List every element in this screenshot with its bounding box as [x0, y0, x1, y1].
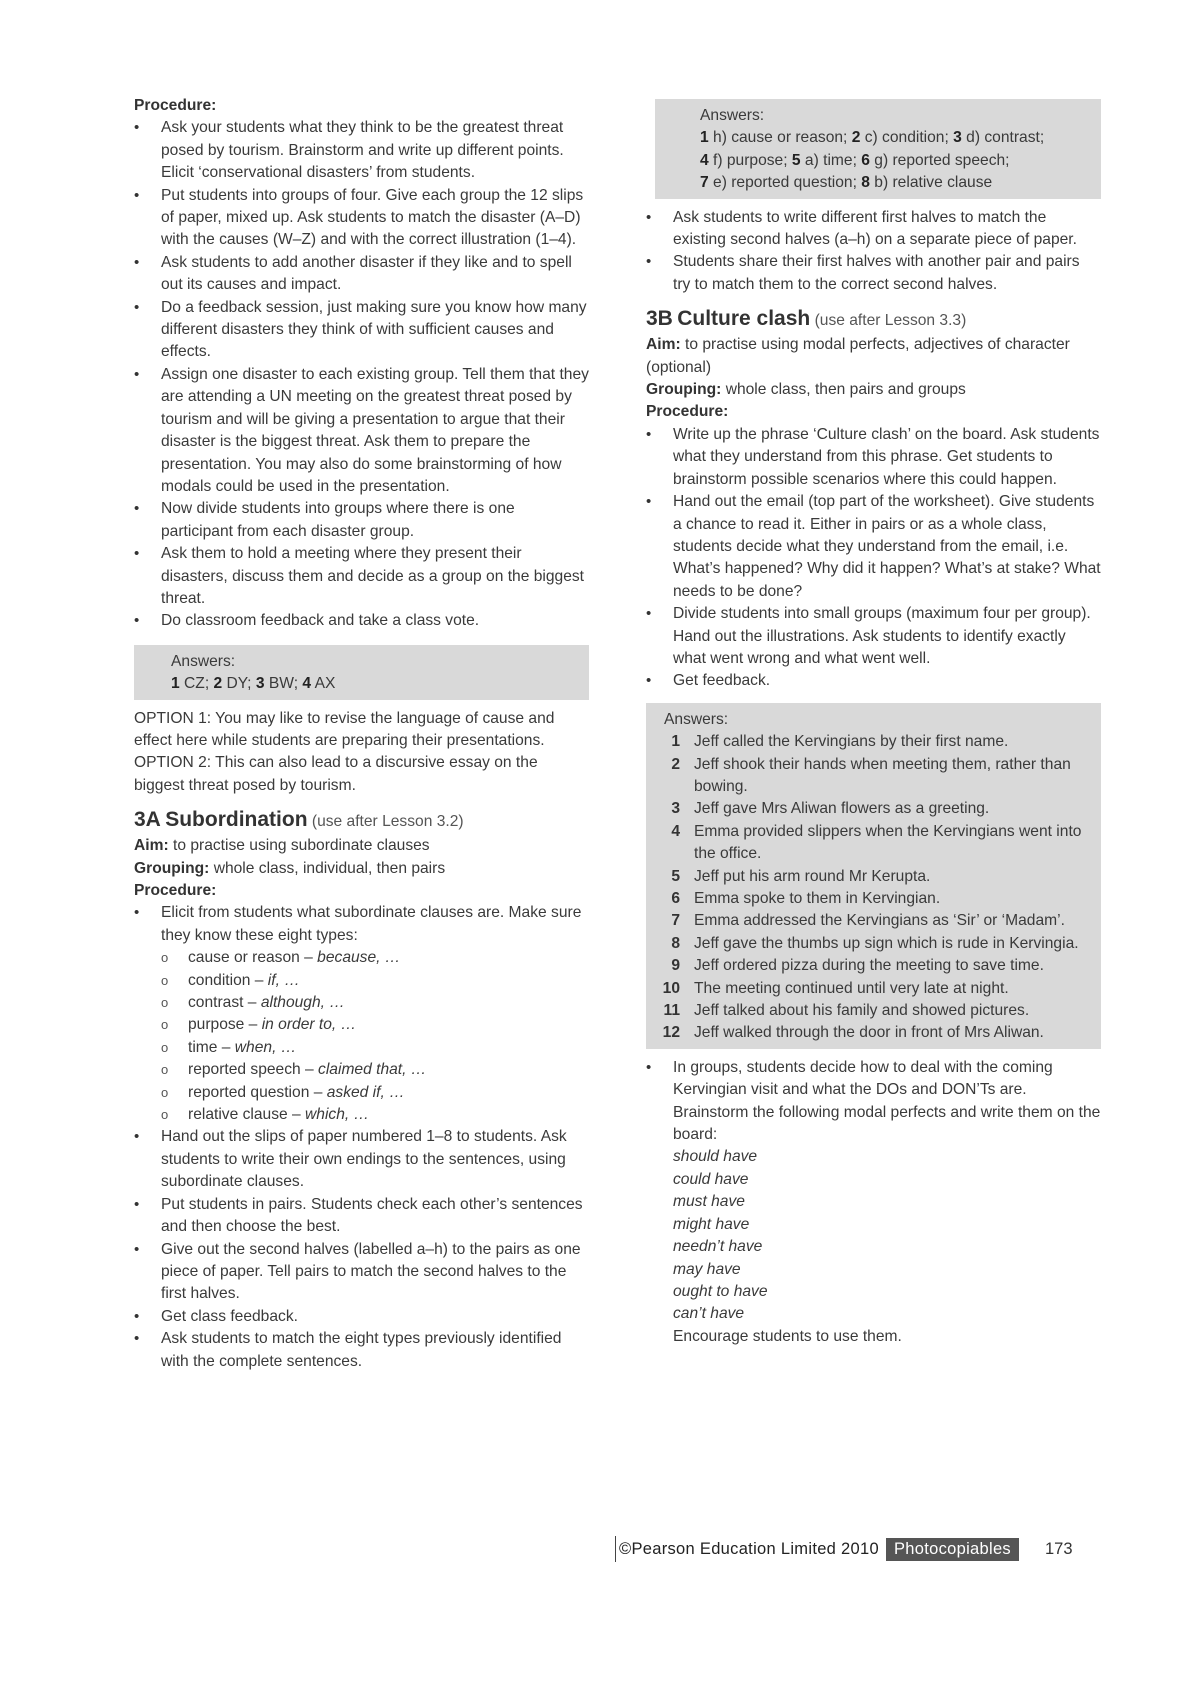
clause-example: because, … — [317, 949, 401, 967]
answer-text: Jeff talked about his family and showed pictures. — [694, 1002, 1030, 1020]
list-item: • Divide students into small groups (maximum four per group). Hand out the illustrations. Ask students to identify exactly what went wrong and what went well. — [646, 603, 1101, 670]
list-item-text: In groups, students decide how to deal with the coming Kervingian visit and what the DOs and DON’Ts are. Brainstorm the following modal perfects and write them on the board: — [673, 1058, 1101, 1144]
answer-number: 10 — [662, 979, 680, 997]
list-item: • Get feedback. — [646, 670, 1101, 692]
list-item: • Ask students to match the eight types previously identified with the complete sentences. — [134, 1328, 589, 1373]
answer-number: 3 — [953, 129, 962, 147]
aim-label: Aim: — [646, 336, 681, 354]
answer-text: Emma provided slippers when the Kervingians went into the office. — [694, 822, 1082, 863]
answer-item — [654, 821, 1091, 866]
answer-number: 4 — [302, 675, 312, 693]
answer-text: CZ; — [184, 675, 210, 693]
procedure-list — [134, 902, 589, 1373]
answer-text: Emma addressed the Kervingians as ‘Sir’ or ‘Madam’. — [694, 912, 1065, 930]
page-footer — [615, 1536, 1073, 1562]
answer-item — [654, 933, 1091, 955]
procedure-list — [134, 117, 589, 632]
list-item: • Write up the phrase ‘Culture clash’ on the board. Ask students what they understand from this phrase. Get students to brainstorm possible scenarios where this could happen. — [646, 424, 1101, 491]
answer-text: Jeff ordered pizza during the meeting to save time. — [694, 957, 1044, 975]
clause-name: reported speech – — [188, 1061, 319, 1079]
list-item — [134, 902, 589, 1126]
answer-number: 5 — [791, 151, 801, 169]
modal-item: can’t have — [673, 1305, 745, 1323]
modal-perfects-list — [646, 1146, 1101, 1325]
answer-number: 7 — [700, 174, 709, 192]
section-3b-heading — [646, 306, 1101, 334]
answer-text: Emma spoke to them in Kervingian. — [694, 890, 941, 907]
answer-text: Jeff shook their hands when meeting them, rather than bowing. — [694, 755, 1071, 795]
clause-name: condition – — [188, 971, 268, 989]
answer-number: 2 — [671, 755, 680, 773]
closing-text: Encourage students to use them. — [673, 1327, 902, 1345]
answer-number: 8 — [671, 934, 680, 952]
list-item: • Put students into groups of four. Give each group the 12 slips of paper, mixed up. Ask students to match the disaster (A–D) with the causes (W–Z) and with the correct illustration (1–4). — [134, 185, 589, 252]
list-item: • Get class feedback. — [134, 1306, 589, 1328]
clause-type-list — [161, 947, 589, 1126]
answer-number: 3 — [671, 800, 680, 818]
answer-item — [654, 910, 1091, 932]
modal-item: must have — [673, 1193, 745, 1211]
list-item: • Assign one disaster to each existing group. Tell them that they are attending a UN meeting on the greatest threat posed by tourism and will be giving a presentation to argue that their disaster is the biggest threat. Ask them to prepare the presentation. You may also do some brainstorming of how modals could be used in the presentation. — [134, 364, 589, 498]
answer-number: 4 — [700, 151, 709, 169]
answer-number: 6 — [671, 890, 680, 907]
procedure-list — [646, 424, 1101, 693]
modal-item: could have — [673, 1170, 749, 1188]
list-item-text: Elicit from students what subordinate clauses are. Make sure they know these eight types: — [161, 904, 582, 944]
clause-example: claimed that, … — [318, 1061, 427, 1079]
grouping-line — [646, 379, 1101, 401]
clause-type — [161, 1014, 589, 1036]
list-item: • Now divide students into groups where there is one participant from each disaster group. — [134, 498, 589, 543]
answer-number: 1 — [700, 129, 709, 147]
grouping-text: whole class, individual, then pairs — [213, 859, 446, 877]
page-number: 173 — [1045, 1539, 1073, 1558]
answer-number: 12 — [662, 1024, 680, 1042]
list-item: • Hand out the slips of paper numbered 1–8 to students. Ask students to write their own endings to the sentences, using subordinate clauses. — [134, 1126, 589, 1193]
clause-example: which, … — [305, 1106, 370, 1124]
copyright-text: ©Pearson Education Limited 2010 — [619, 1539, 879, 1558]
clause-type — [161, 970, 589, 992]
list-item: • Students share their first halves with another pair and pairs try to match them to the correct second halves. — [646, 251, 1101, 296]
list-item — [646, 1057, 1101, 1147]
answer-text: Jeff gave the thumbs up sign which is rude in Kervingia. — [694, 934, 1079, 952]
answer-text: d) contrast; — [961, 129, 1045, 147]
left-column — [134, 95, 589, 1373]
answer-number: 1 — [671, 733, 680, 751]
clause-example: if, … — [267, 971, 300, 989]
clause-name: time – — [188, 1038, 235, 1056]
clause-type — [161, 992, 589, 1014]
aim-line — [646, 334, 1101, 379]
answer-text: f) purpose; — [708, 151, 792, 169]
answer-text: AX — [314, 675, 336, 693]
clause-type — [161, 947, 589, 969]
answer-number: 1 — [171, 675, 180, 693]
answer-number: 2 — [851, 129, 861, 147]
answer-text: BW; — [268, 675, 299, 693]
clause-name: reported question – — [188, 1083, 327, 1101]
section-badge: Photocopiables — [886, 1538, 1019, 1561]
answer-number: 9 — [671, 957, 680, 975]
answer-number: 7 — [671, 912, 680, 930]
procedure-label: Procedure: — [134, 882, 217, 899]
list-item: • Ask students to write different first halves to match the existing second halves (a–h) on a separate piece of paper. — [646, 207, 1101, 252]
answer-text: a) time; — [800, 151, 862, 169]
answers-label: Answers: — [700, 107, 765, 124]
answers-line — [700, 150, 1091, 172]
answers-label: Answers: — [664, 710, 729, 728]
answer-text: c) condition; — [860, 129, 954, 147]
grouping-label: Grouping: — [646, 381, 722, 399]
option-2-text: OPTION 2: This can also lead to a discursive essay on the biggest threat posed by tourism. — [134, 754, 538, 794]
section-name: Culture clash — [677, 307, 811, 331]
procedure-label: Procedure: — [134, 97, 217, 114]
answer-item — [654, 798, 1091, 820]
list-item: • Do classroom feedback and take a class vote. — [134, 610, 589, 632]
list-item: • Do a feedback session, just making sure you know how many different disasters they think of with sufficient causes and effects. — [134, 297, 589, 364]
clause-type — [161, 1059, 589, 1081]
clause-example: when, … — [234, 1038, 297, 1056]
answer-text: b) relative clause — [869, 174, 993, 192]
section-usage: (use after Lesson 3.2) — [311, 813, 464, 831]
answer-text: Jeff called the Kervingians by their first name. — [694, 733, 1009, 751]
aim-line — [134, 835, 589, 857]
procedure-list — [646, 1057, 1101, 1147]
section-number: 3B — [646, 307, 673, 331]
aim-label: Aim: — [134, 837, 169, 855]
list-item: • Put students in pairs. Students check each other’s sentences and then choose the best. — [134, 1194, 589, 1239]
answer-item — [654, 731, 1091, 753]
answers-box — [646, 703, 1101, 1049]
clause-example: asked if, … — [326, 1083, 405, 1101]
section-name: Subordination — [165, 808, 308, 832]
list-item: • Ask students to add another disaster if they like and to spell out its causes and impact. — [134, 252, 589, 297]
modal-item: needn’t have — [673, 1238, 763, 1256]
answer-text: e) reported question; — [708, 174, 862, 192]
option-1-text: OPTION 1: You may like to revise the language of cause and effect here while students are preparing their presentations. — [134, 709, 555, 749]
answer-text: The meeting continued until very late at night. — [694, 979, 1009, 997]
answer-text: g) reported speech; — [869, 151, 1010, 169]
answer-number: 11 — [663, 1002, 680, 1020]
answer-item — [654, 978, 1091, 1000]
procedure-label: Procedure: — [646, 403, 729, 421]
answer-number: 5 — [671, 867, 680, 885]
answer-number: 8 — [861, 174, 870, 192]
answers-line — [700, 172, 1091, 194]
answers-list — [654, 731, 1091, 1045]
aim-text: to practise using subordinate clauses — [173, 837, 430, 855]
answer-number: 2 — [213, 675, 223, 693]
answers-box — [134, 645, 589, 700]
list-item: • Hand out the email (top part of the worksheet). Give students a chance to read it. Either in pairs or as a whole class, students decide what they understand from the email, i.e. What’s happened? Why did it happen? What’s at stake? What needs to be done? — [646, 491, 1101, 603]
answers-label: Answers: — [171, 652, 236, 670]
grouping-label: Grouping: — [134, 859, 210, 877]
grouping-line — [134, 858, 589, 880]
clause-name: cause or reason – — [188, 949, 318, 967]
clause-name: purpose – — [188, 1016, 262, 1034]
answer-item — [654, 866, 1091, 888]
section-3a-heading — [134, 807, 589, 835]
answer-text: h) cause or reason; — [708, 129, 852, 147]
footer-divider — [615, 1536, 616, 1562]
answers-box — [655, 99, 1101, 199]
modal-item: ought to have — [673, 1282, 768, 1300]
section-usage: (use after Lesson 3.3) — [814, 312, 967, 330]
answer-text: Jeff put his arm round Mr Kerupta. — [694, 867, 931, 885]
answer-text: Jeff gave Mrs Aliwan flowers as a greeting. — [694, 800, 990, 818]
modal-item: might have — [673, 1215, 750, 1233]
grouping-text: whole class, then pairs and groups — [725, 381, 966, 399]
list-item: • Give out the second halves (labelled a–h) to the pairs as one piece of paper. Tell pairs to match the second halves to the first halves. — [134, 1239, 589, 1306]
answer-item — [654, 754, 1091, 799]
clause-name: relative clause – — [188, 1106, 306, 1124]
answer-item — [654, 1000, 1091, 1022]
section-number: 3A — [134, 808, 161, 832]
answers-line — [171, 673, 579, 695]
clause-example: in order to, … — [261, 1016, 357, 1034]
clause-type — [161, 1037, 589, 1059]
list-item: • Ask your students what they think to be the greatest threat posed by tourism. Brainstorm and write up different points. Elicit ‘conservational disasters’ from students. — [134, 117, 589, 184]
modal-item: may have — [673, 1260, 741, 1278]
answer-number: 4 — [671, 822, 680, 840]
clause-example: although, … — [260, 994, 345, 1012]
clause-name: contrast – — [188, 994, 261, 1012]
aim-text: to practise using modal perfects, adjectives of character (optional) — [646, 336, 1070, 376]
list-item: • Ask them to hold a meeting where they present their disasters, discuss them and decide as a group on the biggest threat. — [134, 543, 589, 610]
answer-text: DY; — [226, 675, 252, 693]
procedure-list — [646, 207, 1101, 297]
answer-item — [654, 955, 1091, 977]
answer-item — [654, 1022, 1091, 1044]
answers-line — [700, 127, 1091, 149]
clause-type — [161, 1104, 589, 1126]
answer-number: 6 — [861, 151, 870, 169]
modal-item: should have — [673, 1148, 758, 1166]
right-column — [646, 99, 1101, 1348]
answer-text: Jeff walked through the door in front of Mrs Aliwan. — [694, 1024, 1044, 1042]
answer-number: 3 — [255, 675, 265, 693]
answer-item — [654, 888, 1091, 910]
clause-type — [161, 1082, 589, 1104]
